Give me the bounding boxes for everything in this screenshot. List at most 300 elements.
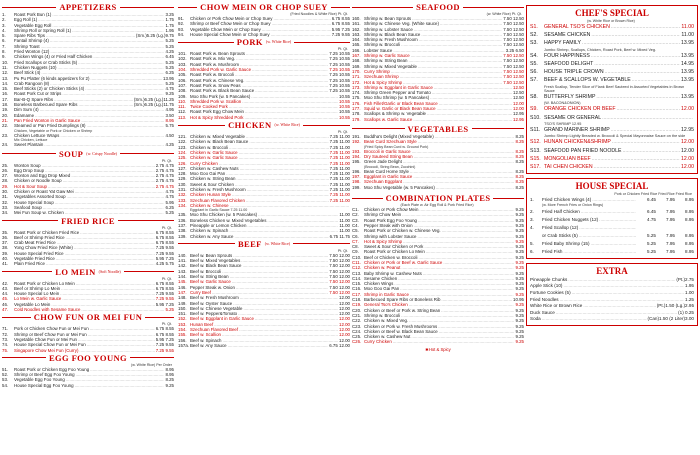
item-name: Vegetable Egg Roll: [14, 22, 52, 28]
item-number: 111.: [178, 104, 186, 110]
item-name: Spare Ribs Tips: [14, 33, 45, 39]
item-price: 9.25: [165, 91, 174, 97]
item-number: S12.: [530, 139, 541, 146]
item-name: Sweet & Sour Chicken: [190, 181, 234, 187]
item-name: Roast Pork or Chicken Egg Foo Young: [14, 366, 90, 372]
item-name: Shrimp Toast: [14, 43, 40, 49]
item-number: 3.: [530, 216, 534, 222]
item-price: 7.25 9.55: [155, 347, 174, 353]
item-number: 142.: [178, 263, 187, 269]
item-name: Pineapple Chunks: [530, 276, 568, 282]
item-price: 7.25 10.55: [329, 82, 350, 88]
item-name: Roast Pork or Chicken w. Chinese Veg.: [364, 228, 441, 234]
item-name: House Special Lo Mein: [14, 291, 60, 297]
item-number: C13.: [352, 270, 362, 276]
item-name: Beef w. Oyster Sauce: [190, 300, 233, 306]
seafood-list: [352, 16, 524, 122]
menu-item: [178, 32, 350, 37]
item-name: Roast Pork w. Snow Peas: [190, 82, 241, 88]
item-number: 177.: [352, 106, 361, 112]
item-note: (Broccoli, String Bean, Zucchini): [364, 164, 416, 169]
item-number: 10.: [2, 59, 9, 65]
item-name: Beef w. Fresh Mushroom: [190, 295, 239, 301]
menu-item: [530, 277, 694, 284]
item-price: 7.50 12.50: [503, 53, 524, 59]
item-name: Curry Beef: [190, 289, 211, 295]
item-price: 5.95 7.25: [331, 26, 350, 32]
item-name: Chicken w. Chinese: [190, 202, 229, 208]
item-number: 93.: [178, 26, 185, 32]
item-number: 149.: [178, 300, 187, 306]
item-price: 8.25: [165, 377, 174, 383]
item-number: 129.: [178, 176, 187, 182]
item-number: 30.: [2, 189, 9, 195]
item-number: 162.: [352, 26, 361, 32]
dot-leader: [542, 316, 647, 323]
item-number: 36.: [2, 234, 9, 240]
item-note: Chicken, Vegetable or Pork or Chicken or Shrimp: [14, 128, 93, 133]
item-name: Sweet & Sour Chicken or Pork: [364, 244, 424, 250]
item-number: C1.: [352, 207, 359, 213]
lo-mein-cols: Pt. Qt.: [161, 276, 172, 281]
item-price: 9.25: [515, 254, 524, 260]
item-number: 152.: [178, 316, 187, 322]
item-name: Hot & Spicy Shrimp: [364, 238, 403, 244]
item-name: Beef w. Chinese Vegetable: [190, 305, 243, 311]
item-price: 8.95: [685, 248, 694, 254]
item-name: Boneless Barbecued Spare Ribs: [14, 102, 78, 108]
item-number: 136.: [178, 217, 187, 223]
item-price: 8.95: [685, 240, 694, 246]
item-number: 5.: [530, 240, 534, 246]
item-number: 170.: [352, 68, 361, 74]
item-name: Crab Rangoon (8): [14, 80, 50, 86]
item-price: 7.95: [666, 232, 675, 238]
item-price: 10.55: [339, 93, 350, 99]
dot-leader: [563, 248, 636, 256]
item-name: Sesame Chicken: [364, 275, 398, 281]
item-name: Beef or Shrimp Fried Rice: [14, 234, 65, 240]
item-number: 166.: [352, 47, 361, 53]
item-name: Chicken w. Black Bean Sauce: [190, 139, 249, 145]
vegetables-header: VEGETABLES: [352, 124, 524, 134]
item-price: 7.50 12.00: [329, 274, 350, 280]
menu-item: [530, 52, 694, 60]
item-number: 153.: [178, 321, 187, 327]
item-name: Vegetables Assorted Soup: [14, 194, 66, 200]
item-price: 6.75 8.55: [155, 331, 174, 337]
item-note: TSO'S SHRIMP 12.95: [544, 121, 582, 126]
item-price: 12.00: [681, 147, 694, 154]
item-name: Fried Chicken Wings (4): [542, 197, 592, 203]
item-note: (Fried Spicy Bean Curd w. Ground Pork): [364, 144, 429, 149]
item-number: C12.: [352, 265, 362, 271]
item-price: 7.25 10.55: [329, 67, 350, 73]
item-name: Moo Shu Chicken (w. 5 Pancakes): [190, 212, 258, 218]
item-name: Roast Pork w. Chinese Veg.: [190, 77, 245, 83]
item-name: Chicken or Roast Yat Gaw Mei: [14, 189, 74, 195]
item-note: Fresh Scallop, Tender Slice of Flank Beef Sauteed in Assorted Vegetables in Brown Sauce: [544, 84, 685, 93]
item-price: 9.25: [515, 312, 524, 318]
item-name: GRAND MARINER SHRIMP: [544, 127, 610, 134]
chefs-special-list: [530, 23, 694, 171]
item-name: Boneless Chicken w. Mixed Vegetables: [190, 217, 267, 223]
item-price: 13.95: [681, 52, 694, 59]
item-number: S6.: [530, 69, 538, 76]
item-price: 8.25: [515, 133, 524, 139]
item-number: C10.: [352, 254, 362, 260]
lo-mein-list: [2, 281, 174, 313]
chefs-special-box: [526, 5, 698, 174]
item-name: Scallops w. Garlic Sauce: [364, 116, 413, 122]
item-name: Chicken w. Mixed Vegetable: [190, 134, 245, 140]
item-name: SEAFOOD PAN FRIED NOODLE: [544, 147, 622, 154]
column-1: [2, 2, 174, 453]
item-name: Chicken w. Broccoli: [190, 144, 229, 150]
column-2: [178, 2, 350, 453]
item-number: 131.: [178, 187, 187, 193]
menu-item: [2, 123, 174, 128]
item-name: Sweet Plantain: [14, 142, 44, 148]
item-price: 7.50 12.00: [329, 258, 350, 264]
item-number: 171.: [352, 74, 361, 80]
item-number: 101.: [178, 51, 187, 57]
item-name: Roast Pork or Chicken Fried Rice: [14, 229, 80, 235]
menu-item: [530, 316, 694, 323]
item-number: C2.: [352, 212, 359, 218]
item-number: 137.: [178, 223, 187, 228]
chicken-cols: Pt. Qt.: [337, 130, 348, 135]
item-name: Roast Pork or Chicken Lo Mein: [14, 280, 75, 286]
item-number: 15.: [2, 86, 9, 92]
menu-item: [352, 185, 524, 190]
item-price: 7.95: [666, 216, 675, 222]
item-number: 145.: [178, 279, 187, 285]
dot-leader: [611, 23, 681, 31]
item-name: Beef w. Eggplant in Garlic Sauce: [190, 316, 254, 322]
item-price: (Pt.)2.75: [676, 276, 694, 282]
item-price: 5.25: [165, 307, 174, 313]
item-number: 132.: [178, 192, 187, 198]
dot-leader: [594, 163, 680, 171]
menu-item: [530, 31, 694, 39]
item-number: S17.: [530, 164, 541, 171]
dot-leader: [599, 216, 636, 224]
egg-foo-young-header: EGG FOO YOUNG: [2, 353, 174, 363]
item-name: Beef w. Scallion: [190, 332, 221, 338]
item-name: Duck Sauce: [530, 309, 555, 315]
item-number: C4.: [352, 222, 359, 228]
item-price: 9.25: [515, 238, 524, 244]
item-price: 9.25: [515, 328, 524, 334]
item-price: 12.50: [513, 95, 524, 101]
menu-item: [530, 68, 694, 76]
item-note: Jumbo Shrimp, Scallops, Chicken, Roast Pork, Beef w. Mixed Veg.: [544, 47, 657, 52]
item-price: 12.00: [339, 305, 350, 311]
item-price: 8.95: [165, 372, 174, 378]
house-special-box: [526, 178, 698, 259]
item-price: 7.25 10.55: [329, 51, 350, 57]
item-price: 5.95 7.25: [155, 301, 174, 307]
item-name: Wonton and Egg Drop Mixed: [14, 173, 71, 179]
item-price: 12.00: [339, 327, 350, 333]
item-price: 12.00: [513, 100, 524, 106]
dot-leader: [579, 232, 636, 240]
item-price: 7.50 12.50: [503, 21, 524, 27]
item-name: BUTTERFLY SHRIMP: [544, 94, 596, 101]
item-name: Shrimp w. Broccoli: [364, 42, 401, 48]
item-number: 165.: [352, 42, 361, 48]
item-price: 9.25: [515, 318, 524, 324]
hot-spicy-note: ✱Hot & Spicy: [425, 346, 451, 352]
item-number: 1.: [530, 197, 534, 203]
item-number: 173.: [352, 84, 361, 90]
item-name: Moo Shu Shrimp (w. 5 Pancakes): [364, 95, 430, 101]
menu-item: [530, 310, 694, 317]
item-name: Shrimp w. Black Bean Sauce: [364, 31, 421, 37]
item-price: 7.25 10.55: [329, 77, 350, 83]
item-number: 107.: [178, 82, 187, 88]
item-price: 7.25 10.55: [329, 88, 350, 94]
menu-item: [530, 147, 694, 155]
item-number: 51.: [2, 366, 9, 372]
item-price: 5.25: [165, 210, 174, 216]
fried-rice-list: [2, 230, 174, 267]
appetizers-header: APPETIZERS: [2, 2, 174, 12]
menu-item: [530, 60, 694, 68]
item-price: (1) 0.25: [678, 309, 694, 315]
item-name: Shrimp w. Chinese Veg. (White sauce): [364, 21, 439, 27]
item-price: 9.25: [515, 265, 524, 271]
item-name: White Rice or Brown Rice: [530, 303, 583, 309]
menu-item: [530, 39, 694, 47]
item-number: 2.: [530, 208, 534, 214]
item-name: Chicken Nuggets (10): [14, 64, 57, 70]
combination-sub: (Each Plate w. Air Egg Roll & Pork Fried Rice): [400, 203, 474, 208]
item-number: 146.: [178, 284, 187, 290]
menu-item: [530, 208, 694, 216]
item-name: Hot & Spicy Shrimp: [364, 79, 403, 85]
chefs-special-title: CHEF'S SPECIAL: [575, 8, 649, 18]
item-number: C8.: [352, 244, 359, 250]
item-price: 6.75 8.55: [155, 240, 174, 246]
dot-leader: [556, 310, 677, 317]
item-number: 195.: [352, 159, 361, 165]
dot-leader: [596, 93, 680, 101]
item-price: 7.25 11.00: [329, 181, 350, 187]
item-number: 33.: [2, 204, 9, 210]
column-4: [526, 2, 698, 453]
item-price: 7.50 12.50: [503, 63, 524, 69]
item-price: 2.75 4.75: [155, 178, 174, 184]
item-price: 5.95 7.25: [155, 336, 174, 342]
item-price: 6.75 8.55: [155, 229, 174, 235]
item-price: 7.50 12.50: [503, 74, 524, 80]
item-name: Fried Scallops or Crab Sticks (5): [14, 59, 78, 65]
item-number: S8.: [530, 94, 538, 101]
menu-item: [352, 117, 524, 122]
item-number: 122.: [178, 139, 187, 145]
item-number: C15.: [352, 281, 362, 287]
menu-item: [2, 383, 174, 388]
item-price: 9.25: [515, 217, 524, 223]
item-name: Roast Pork Egg Foo Young: [364, 217, 417, 223]
item-price: 9.25: [515, 228, 524, 234]
soup-header: SOUP (w. Crispy Noodle): [2, 149, 174, 159]
item-number: 25.: [2, 162, 9, 168]
item-name: Hot & Sour Soup: [14, 183, 47, 189]
item-number: 54.: [2, 382, 9, 388]
dot-leader: [228, 343, 329, 348]
item-name: Beef w. Spinach: [190, 337, 222, 343]
item-price: 7.95: [666, 208, 675, 214]
item-number: 102.: [178, 56, 187, 62]
item-price: 9.25: [515, 281, 524, 287]
item-price: 11.00: [681, 32, 694, 39]
item-note: Eggplant in Garlic Sauce 7.25 11.00: [190, 208, 248, 213]
egg-foo-young-list: [2, 367, 174, 388]
item-number: 47.: [2, 307, 9, 313]
item-price: 12.00: [339, 321, 350, 327]
item-name: Roast Pork w. Bean Sprouts: [190, 51, 245, 57]
item-name: Beef w. Any Sauce: [190, 342, 227, 348]
item-price: 4.75: [165, 189, 174, 195]
item-price: 9.25: [165, 382, 174, 388]
item-name: Chicken or Noodle Soup: [14, 178, 62, 184]
item-number: 6.: [530, 248, 534, 254]
dot-leader: [581, 208, 636, 216]
item-number: C3.: [352, 217, 359, 223]
item-name: Egg Roll (1): [14, 17, 38, 23]
item-price: 4.25: [165, 142, 174, 148]
item-price: 12.00: [339, 316, 350, 322]
item-name: Shrimp w. Eggplant in Garlic Sauce: [364, 84, 433, 90]
item-number: 6.: [2, 38, 6, 44]
item-name: Chicken or Pork Chow Mein or Chop Suey: [190, 16, 273, 21]
item-number: 151.: [178, 311, 187, 317]
item-number: 21.: [2, 117, 9, 123]
item-number: 148.: [178, 295, 187, 301]
item-price: 7.50 12.00: [329, 252, 350, 258]
item-price: 9.25: [515, 249, 524, 255]
item-number: 108.: [178, 88, 187, 94]
item-name: Szechuan Flavored Beef: [190, 327, 239, 333]
item-price: 8.95: [165, 117, 174, 123]
item-name: Beef or Shrimp Lo Mein: [14, 285, 61, 291]
item-number: 26.: [2, 167, 9, 173]
item-number: 130.: [178, 181, 187, 187]
item-price: 4.95: [165, 107, 174, 113]
item-price: 12.00: [681, 106, 694, 113]
item-name: Chicken Wings: [364, 281, 394, 287]
item-name: Vegetable Egg Foo Young: [14, 377, 65, 383]
item-name: Beef w. Black Bean Sauce: [190, 263, 242, 269]
item-name: Shrimp with Lobster Sauce: [364, 233, 417, 239]
item-number: 194.: [352, 154, 361, 160]
dot-leader: [622, 147, 680, 155]
item-name: Beef Sticks (2) or Chicken Sticks (4): [14, 86, 85, 92]
beef-header: BEEF (w. White Rice): [178, 239, 350, 249]
chow-mein-list: [178, 16, 350, 37]
item-price: 12.00: [513, 106, 524, 112]
item-number: 92.: [178, 21, 185, 27]
dot-leader: [591, 31, 680, 39]
item-number: S3.: [530, 40, 538, 47]
item-number: 112.: [178, 109, 187, 115]
item-number: 9.: [2, 54, 6, 60]
item-number: C18.: [352, 297, 362, 303]
house-special-head: Pork or Chicken Fried Rice Fried Rice Fried Rice: [614, 192, 692, 197]
item-price: 7.25 9.55: [155, 342, 174, 348]
item-name: Chicken or Pork or Beef w. Garlic Sauce: [364, 259, 443, 265]
item-number: 196.: [352, 168, 361, 174]
item-name: Chicken Hunan Style: [190, 192, 232, 198]
item-price: 6.75 8.55: [155, 234, 174, 240]
item-price: 8.95: [165, 366, 174, 372]
item-price: 7.25 11.00: [329, 197, 350, 203]
item-number: 4.: [530, 224, 534, 230]
menu-item: [352, 159, 524, 164]
item-name: Szechuan Shrimp: [364, 74, 399, 80]
item-name: GENERAL TSO'S CHICKEN: [544, 24, 610, 30]
item-number: S15.: [530, 155, 541, 162]
item-price: 8.25: [515, 174, 524, 180]
item-price: 9.25: [515, 307, 524, 313]
item-name: Fried Half Chicken: [542, 208, 580, 214]
item-number: 144.: [178, 274, 187, 280]
item-name: Singapore Chow Mei Fun (Curry): [14, 347, 79, 353]
item-price: 6.75 8.55: [331, 21, 350, 27]
item-number: C24.: [352, 328, 362, 334]
item-price: 5.75: [165, 123, 174, 129]
dot-leader: [583, 303, 655, 310]
item-price: 7.25 11.00: [329, 155, 350, 161]
chefs-special-sub: (w. White Rice or Brown Rice): [587, 19, 635, 23]
item-number: 154.: [178, 327, 187, 333]
item-price: 8.25: [515, 154, 524, 160]
item-price: 10.95: [513, 297, 524, 303]
item-name: Roast Pork w. Broccoli: [190, 72, 234, 78]
item-name: Fried Scallop (12): [542, 224, 579, 230]
item-number: S13.: [530, 147, 541, 154]
item-name: Roast Pork w. Mushroom: [190, 61, 240, 67]
item-price: 8.25: [515, 148, 524, 154]
item-price: 13.95: [681, 94, 694, 101]
lo-mein-header: LO MEIN (Soft Noodle): [2, 267, 174, 277]
menu-item: [530, 232, 694, 240]
dot-leader: [602, 114, 693, 122]
item-price: 9.25: [515, 212, 524, 218]
item-name: Chicken w. Cashew Nut: [364, 334, 411, 340]
item-price: 5.95 7.25: [155, 255, 174, 261]
item-number: S10.: [530, 114, 541, 121]
item-price: 6.75 8.55: [331, 16, 350, 21]
dot-leader: [582, 39, 680, 47]
item-price: 6.75 8.55: [155, 285, 174, 291]
item-price: 7.50 12.00: [329, 268, 350, 274]
item-price: 9.25: [515, 270, 524, 276]
item-price: 7.25 11.00: [329, 134, 350, 140]
item-number: 17.: [2, 96, 9, 102]
item-number: 31.: [2, 194, 9, 200]
item-price: 8.95: [685, 216, 694, 222]
item-number: 139.: [178, 233, 187, 239]
item-name: General Tso's Chicken: [364, 302, 408, 308]
menu-item: [530, 114, 694, 122]
item-name: Roast Pork w. Black Bean Sauce: [190, 88, 255, 94]
item-name: Fried Chicken Nuggets (12): [542, 216, 599, 222]
dot-leader: [592, 155, 680, 163]
